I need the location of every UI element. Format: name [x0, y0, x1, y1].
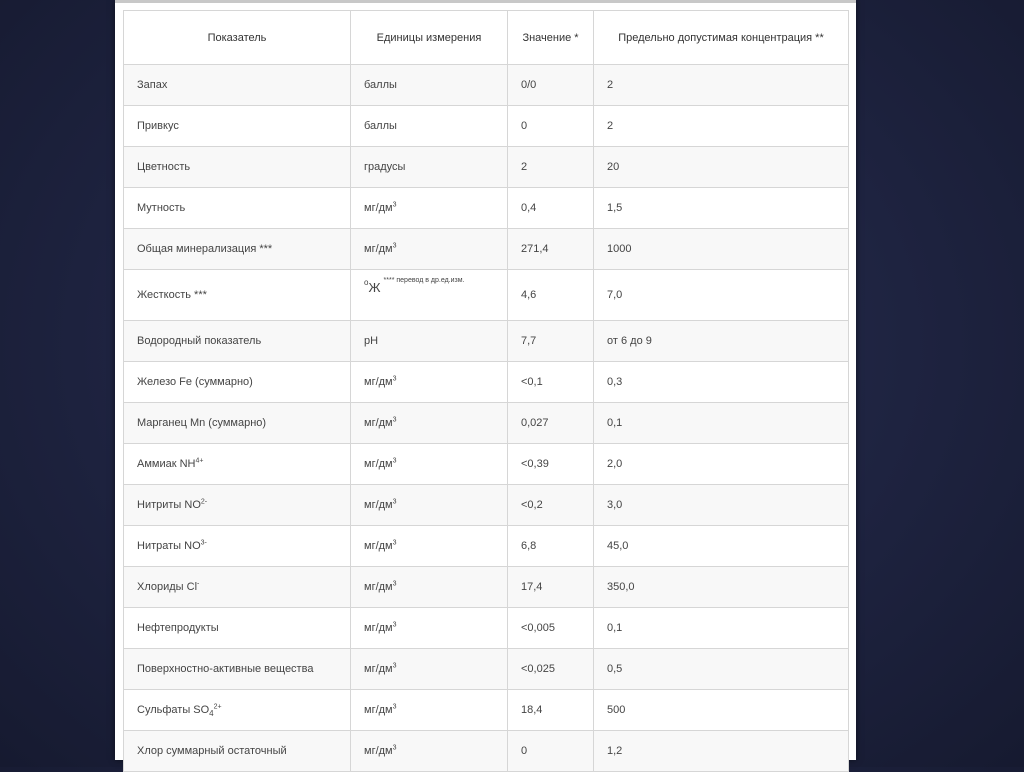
- cell-value: <0,005: [508, 608, 594, 649]
- cell-unit: [351, 608, 508, 649]
- cell-limit: 45,0: [594, 526, 849, 567]
- table-header-row: [124, 11, 849, 65]
- cell-unit: [351, 65, 508, 106]
- cell-unit: [351, 731, 508, 772]
- cell-value: 0: [508, 106, 594, 147]
- cell-value: 2: [508, 147, 594, 188]
- unit-superscript: 3: [392, 242, 397, 250]
- hardness-degree-symbol: о: [364, 278, 369, 287]
- indicator-name: Железо Fe (суммарно): [137, 376, 253, 388]
- cell-indicator: [124, 229, 351, 270]
- water-quality-table: [123, 10, 849, 772]
- indicator-name: Жесткость ***: [137, 289, 207, 301]
- cell-value: <0,39: [508, 444, 594, 485]
- hardness-unit-note: **** перевод в др.ед.изм.: [383, 277, 465, 284]
- cell-indicator: [124, 188, 351, 229]
- unit-superscript: 3: [392, 457, 397, 465]
- table-row: [124, 444, 849, 485]
- cell-limit: 0,1: [594, 403, 849, 444]
- cell-unit: [351, 270, 508, 321]
- table-row: [124, 321, 849, 362]
- unit-text: мг/дм: [364, 243, 393, 255]
- cell-indicator: [124, 690, 351, 731]
- table-body: [124, 65, 849, 772]
- unit-text: pH: [364, 335, 379, 347]
- table-row: [124, 65, 849, 106]
- slide-frame: [115, 0, 856, 760]
- indicator-superscript: 3-: [200, 539, 207, 547]
- indicator-name: Нитриты NO: [137, 499, 201, 511]
- cell-indicator: [124, 65, 351, 106]
- unit-superscript: 3: [392, 621, 397, 629]
- table-row: [124, 403, 849, 444]
- top-accent-line: [115, 0, 856, 3]
- cell-indicator: [124, 270, 351, 321]
- cell-value: 0,4: [508, 188, 594, 229]
- indicator-name: Водородный показатель: [137, 335, 262, 347]
- hardness-unit-text: Ж: [368, 280, 381, 295]
- cell-value: <0,2: [508, 485, 594, 526]
- unit-superscript: 3: [392, 744, 397, 752]
- cell-limit: 0,1: [594, 608, 849, 649]
- indicator-name: Хлориды Cl: [137, 581, 198, 593]
- cell-unit: [351, 229, 508, 270]
- cell-value: 18,4: [508, 690, 594, 731]
- cell-unit: [351, 690, 508, 731]
- unit-text: мг/дм: [364, 704, 393, 716]
- indicator-superscript: 2+: [213, 703, 222, 711]
- cell-value: 0: [508, 731, 594, 772]
- table-row: [124, 567, 849, 608]
- indicator-name: Мутность: [137, 202, 186, 214]
- cell-unit: [351, 106, 508, 147]
- unit-text: мг/дм: [364, 417, 393, 429]
- cell-indicator: [124, 321, 351, 362]
- cell-unit: [351, 485, 508, 526]
- unit-superscript: 3: [392, 662, 397, 670]
- cell-indicator: [124, 106, 351, 147]
- table-row: [124, 362, 849, 403]
- cell-indicator: [124, 444, 351, 485]
- table-row: [124, 106, 849, 147]
- unit-text: мг/дм: [364, 376, 393, 388]
- cell-limit: 2: [594, 106, 849, 147]
- cell-value: 0/0: [508, 65, 594, 106]
- cell-unit: [351, 147, 508, 188]
- cell-indicator: [124, 608, 351, 649]
- indicator-superscript: 2-: [200, 498, 208, 506]
- cell-limit: 1,5: [594, 188, 849, 229]
- cell-indicator: [124, 362, 351, 403]
- cell-indicator: [124, 649, 351, 690]
- cell-unit: [351, 403, 508, 444]
- indicator-name: Нитраты NO: [137, 540, 201, 552]
- cell-unit: [351, 526, 508, 567]
- table-row: [124, 690, 849, 731]
- header-units: Единицы измерения: [351, 11, 508, 65]
- indicator-name: Поверхностно-активные вещества: [137, 663, 314, 675]
- indicator-name: Аммиак NH: [137, 458, 196, 470]
- cell-limit: 20: [594, 147, 849, 188]
- cell-limit: 2,0: [594, 444, 849, 485]
- cell-indicator: [124, 731, 351, 772]
- unit-superscript: 3: [392, 498, 397, 506]
- cell-unit: [351, 362, 508, 403]
- unit-text: мг/дм: [364, 499, 393, 511]
- cell-value: 7,7: [508, 321, 594, 362]
- table-row: [124, 526, 849, 567]
- cell-limit: 350,0: [594, 567, 849, 608]
- unit-superscript: 3: [392, 375, 397, 383]
- cell-limit: 1,2: [594, 731, 849, 772]
- indicator-name: Нефтепродукты: [137, 622, 219, 634]
- cell-indicator: [124, 147, 351, 188]
- table-row: [124, 229, 849, 270]
- unit-superscript: 3: [392, 539, 397, 547]
- cell-indicator: [124, 526, 351, 567]
- header-limit: Предельно допустимая концентрация **: [594, 11, 849, 65]
- indicator-name: Привкус: [137, 120, 179, 132]
- unit-text: мг/дм: [364, 202, 393, 214]
- cell-value: <0,1: [508, 362, 594, 403]
- unit-text: мг/дм: [364, 540, 393, 552]
- cell-unit: [351, 321, 508, 362]
- table-row: [124, 270, 849, 321]
- cell-value: 0,027: [508, 403, 594, 444]
- cell-value: 271,4: [508, 229, 594, 270]
- unit-text: баллы: [364, 120, 397, 132]
- indicator-superscript: 4+: [195, 457, 204, 465]
- indicator-name: Сульфаты SO: [137, 704, 210, 716]
- cell-indicator: [124, 485, 351, 526]
- unit-text: мг/дм: [364, 581, 393, 593]
- cell-limit: 0,5: [594, 649, 849, 690]
- table-row: [124, 649, 849, 690]
- cell-limit: 500: [594, 690, 849, 731]
- cell-value: 4,6: [508, 270, 594, 321]
- cell-limit: 3,0: [594, 485, 849, 526]
- cell-unit: [351, 444, 508, 485]
- cell-indicator: [124, 567, 351, 608]
- cell-limit: 2: [594, 65, 849, 106]
- cell-limit: 0,3: [594, 362, 849, 403]
- table-row: [124, 485, 849, 526]
- cell-unit: [351, 649, 508, 690]
- unit-text: мг/дм: [364, 745, 393, 757]
- indicator-name: Хлор суммарный остаточный: [137, 745, 287, 757]
- unit-superscript: 3: [392, 580, 397, 588]
- unit-text: мг/дм: [364, 458, 393, 470]
- unit-text: мг/дм: [364, 663, 393, 675]
- cell-limit: от 6 до 9: [594, 321, 849, 362]
- indicator-name: Запах: [137, 79, 168, 91]
- table-row: [124, 731, 849, 772]
- indicator-name: Цветность: [137, 161, 191, 173]
- unit-text: мг/дм: [364, 622, 393, 634]
- indicator-superscript: -: [197, 580, 200, 588]
- cell-value: 17,4: [508, 567, 594, 608]
- unit-text: баллы: [364, 79, 397, 91]
- header-indicator: Показатель: [124, 11, 351, 65]
- unit-text: градусы: [364, 161, 406, 173]
- cell-value: <0,025: [508, 649, 594, 690]
- indicator-subscript: 4: [209, 709, 214, 719]
- unit-superscript: 3: [392, 416, 397, 424]
- table-row: [124, 608, 849, 649]
- table-row: [124, 188, 849, 229]
- table-row: [124, 147, 849, 188]
- cell-indicator: [124, 403, 351, 444]
- header-value: Значение *: [508, 11, 594, 65]
- cell-value: 6,8: [508, 526, 594, 567]
- cell-unit: [351, 188, 508, 229]
- unit-superscript: 3: [392, 201, 397, 209]
- indicator-name: Марганец Mn (суммарно): [137, 417, 267, 429]
- cell-limit: 7,0: [594, 270, 849, 321]
- cell-unit: [351, 567, 508, 608]
- unit-superscript: 3: [392, 703, 397, 711]
- cell-limit: 1000: [594, 229, 849, 270]
- indicator-name: Общая минерализация ***: [137, 243, 273, 255]
